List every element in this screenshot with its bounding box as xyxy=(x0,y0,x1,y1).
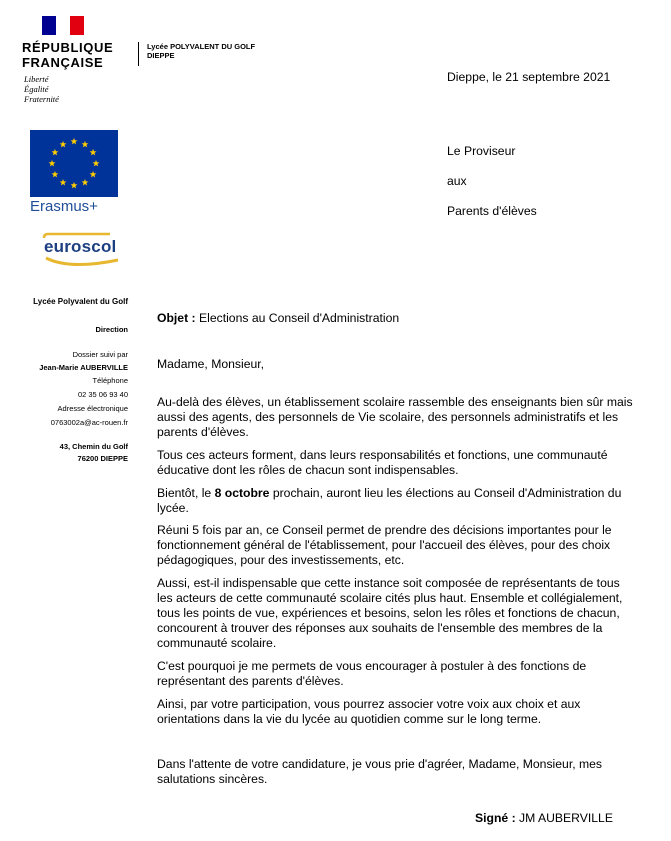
sender-role: Le Proviseur xyxy=(447,144,516,158)
eu-flag-icon xyxy=(30,130,118,197)
paragraph-2: Tous ces acteurs forment, dans leurs responsabilités et fonctions, une communauté éducative dont les rôles de chacun sont indispensables. xyxy=(157,448,608,477)
subject-text: Elections au Conseil d'Administration xyxy=(198,311,400,325)
sidebar-email-label: Adresse électronique xyxy=(57,404,128,413)
signature-line xyxy=(475,811,613,826)
paragraph-4: Réuni 5 fois par an, ce Conseil permet de prendre des décisions importantes pour le fonctionnement général de l'établissement, pour l'accueil des élèves, pour des choix pédagogiques, pour des investissements, etc. xyxy=(157,523,612,567)
sidebar-followed-by-label: Dossier suivi par xyxy=(72,350,128,359)
signed-label: Signé : xyxy=(475,811,516,825)
republique-francaise-wordmark: RÉPUBLIQUE FRANÇAISE xyxy=(22,40,114,70)
signature-name: JM AUBERVILLE xyxy=(519,811,613,825)
subject-label: Objet : xyxy=(157,311,196,325)
election-date: 8 octobre xyxy=(214,486,270,500)
erasmus-label: Erasmus+ xyxy=(30,198,98,215)
sidebar-school-name: Lycée Polyvalent du Golf xyxy=(33,297,128,306)
republique-francaise-logo xyxy=(22,16,127,108)
paragraph-3-start: Bientôt, le xyxy=(157,486,215,500)
recipient-name: Parents d'élèves xyxy=(447,204,537,218)
paragraph-1: Au-delà des élèves, un établissement scolaire rassemble des enseignants bien sûr mais aussi des agents, des personnels de Vie scolaire, des personnels administratifs et les parents d'élèves. xyxy=(157,395,633,439)
sidebar-followed-by-name: Jean-Marie AUBERVILLE xyxy=(39,363,128,372)
salutation: Madame, Monsieur, xyxy=(157,357,265,371)
paragraph-6: C'est pourquoi je me permets de vous encourager à postuler à des fonctions de représentant des parents d'élèves. xyxy=(157,659,587,688)
euroscol-wordmark: euroscol xyxy=(44,237,117,256)
closing-paragraph: Dans l'attente de votre candidature, je vous prie d'agréer, Madame, Monsieur, mes salutations sincères. xyxy=(157,757,602,786)
paragraph-7: Ainsi, par votre participation, vous pourrez associer votre voix aux choix et aux orientations dans la vie du lycée au quotidien comme sur le long terme. xyxy=(157,697,581,726)
paragraph-3 xyxy=(157,486,637,516)
sidebar-address-line2: 76200 DIEPPE xyxy=(77,454,128,463)
republic-motto: Liberté Égalité Fraternité xyxy=(24,74,59,104)
school-header: Lycée POLYVALENT DU GOLF DIEPPE xyxy=(147,42,256,60)
paragraph-3-end: prochain, auront lieu les élections au Conseil d'Administration du lycée. xyxy=(157,486,622,515)
sidebar-phone: 02 35 06 93 40 xyxy=(77,390,128,399)
date-line: Dieppe, le 21 septembre 2021 xyxy=(447,70,611,84)
sidebar-email: 0763002a@ac-rouen.fr xyxy=(50,418,128,427)
subject-line xyxy=(157,311,637,326)
sidebar-department: Direction xyxy=(95,325,128,334)
sidebar-phone-label: Téléphone xyxy=(92,376,128,385)
french-flag-icon xyxy=(42,16,84,35)
logo-divider xyxy=(138,42,139,66)
paragraph-5: Aussi, est-il indispensable que cette instance soit composée de représentants de tous les acteurs de cette communauté scolaire cités plus haut. Ensemble et collégialement, tous les points de vue, expériences et besoins, selon les rôles et fonctions de chacun, concourent à trouver des réponses aux souhaits de l'ensemble des membres de la communauté scolaire. xyxy=(157,576,623,650)
recipient-to: aux xyxy=(447,174,467,188)
sidebar-address-line1: 43, Chemin du Golf xyxy=(59,442,128,451)
